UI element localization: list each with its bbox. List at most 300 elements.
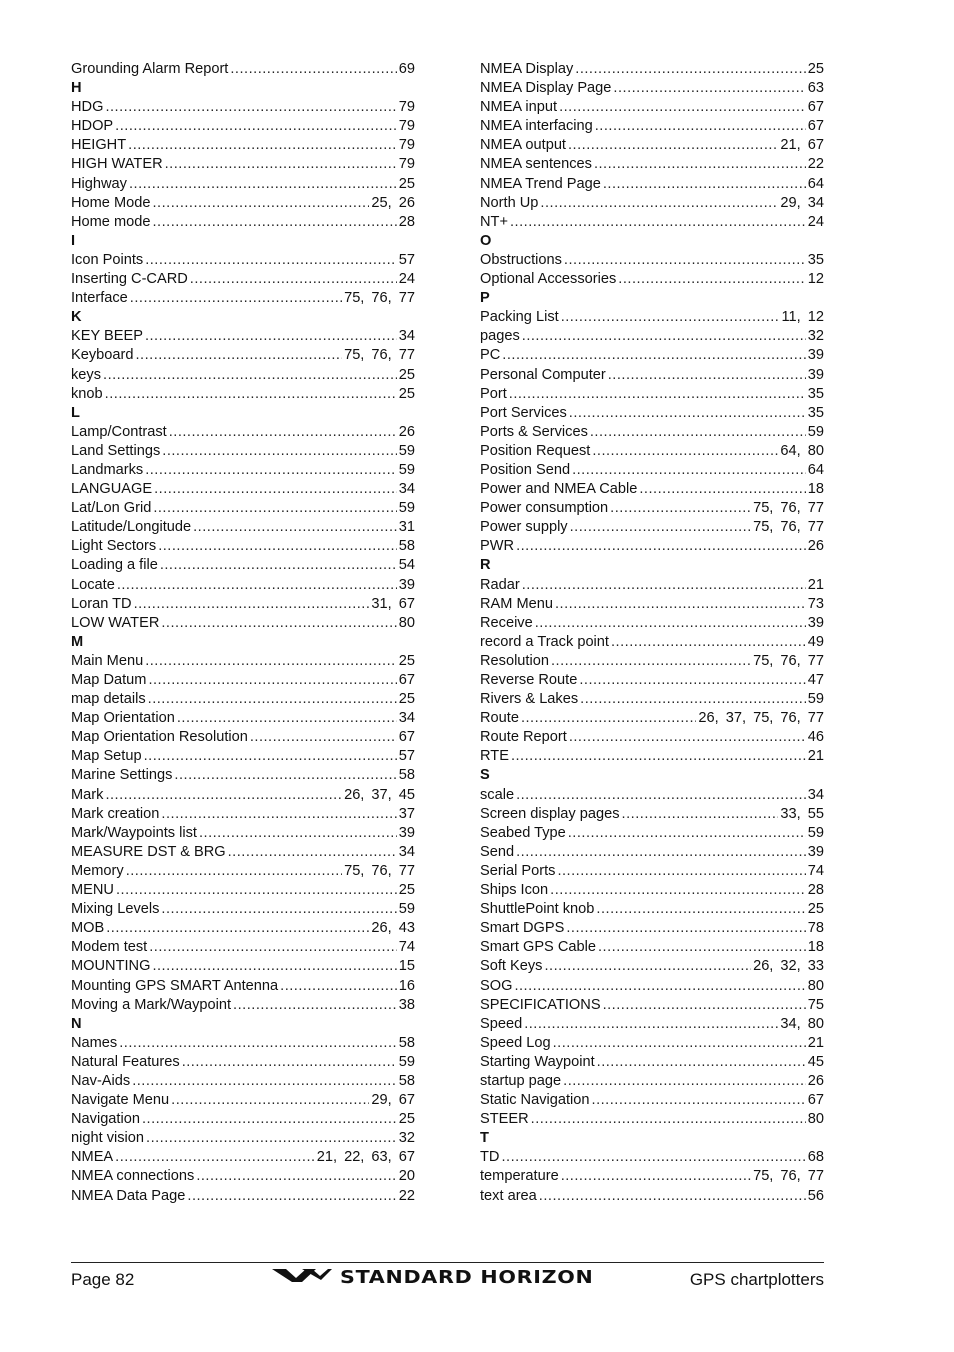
index-entry — [480, 79, 824, 98]
index-entry — [480, 213, 824, 232]
dot-leader — [153, 213, 397, 232]
dot-leader — [639, 480, 805, 499]
index-entry — [71, 938, 415, 957]
index-entry — [480, 136, 824, 155]
dot-leader — [590, 423, 806, 442]
index-letter-heading: S — [480, 767, 490, 784]
index-entry — [71, 805, 415, 824]
index-term: Optional Accessories — [480, 271, 617, 288]
index-entry — [480, 1072, 824, 1091]
index-page-numbers: 34 — [807, 786, 824, 803]
index-entry — [71, 957, 415, 976]
dot-leader — [569, 404, 806, 423]
index-entry — [480, 881, 824, 900]
index-term: HDG — [71, 99, 104, 116]
index-entry — [71, 977, 415, 996]
dot-leader — [540, 194, 778, 213]
index-page-numbers: 25 — [398, 1111, 415, 1128]
index-entry — [71, 1129, 415, 1148]
dot-leader — [158, 537, 397, 556]
index-term: Map Orientation — [71, 710, 175, 727]
index-entry — [480, 977, 824, 996]
index-entry — [71, 442, 415, 461]
dot-leader — [568, 824, 806, 843]
index-term: NMEA — [71, 1149, 114, 1166]
index-entry — [480, 194, 824, 213]
index-page-numbers: 59 — [807, 423, 824, 440]
index-page-numbers: 22 — [807, 156, 824, 173]
index-entry — [71, 117, 415, 136]
index-term: Reverse Route — [480, 672, 578, 688]
index-term: Starting Waypoint — [480, 1053, 595, 1070]
index-entry — [71, 346, 415, 365]
index-page-numbers: 22 — [398, 1187, 415, 1204]
index-page-numbers: 59 — [398, 901, 415, 918]
index-term: LANGUAGE — [71, 481, 153, 498]
index-term: SOG — [480, 977, 513, 994]
index-page-numbers: 63 — [807, 80, 824, 97]
index-term: map details — [71, 691, 146, 708]
index-term: Power supply — [480, 519, 568, 536]
index-entry — [71, 251, 415, 270]
index-page-numbers: 28 — [398, 213, 415, 230]
index-page-numbers: 21 — [807, 1034, 824, 1051]
index-page-numbers: 39 — [807, 347, 824, 364]
index-entry — [480, 1091, 824, 1110]
index-page-numbers: 79 — [398, 99, 415, 116]
index-entry — [71, 881, 415, 900]
dot-leader — [613, 79, 805, 98]
index-term: Modem test — [71, 939, 148, 956]
index-term: KEY BEEP — [71, 328, 143, 345]
index-term: Home mode — [71, 213, 151, 230]
index-term: Names — [71, 1034, 118, 1051]
dot-leader — [105, 98, 396, 117]
index-entry — [71, 690, 415, 709]
page-number: Page 82 — [71, 1270, 135, 1289]
index-term: ShuttlePoint knob — [480, 901, 595, 918]
index-page-numbers: 58 — [398, 1034, 415, 1051]
index-entry — [71, 786, 415, 805]
index-page-numbers: 25 — [398, 175, 415, 192]
dot-leader — [169, 423, 397, 442]
index-term: Static Navigation — [480, 1092, 590, 1109]
index-term: Interface — [71, 290, 128, 307]
index-letter-heading: K — [71, 309, 82, 326]
index-letter-heading: I — [71, 232, 76, 249]
index-page-numbers: 25, 26 — [371, 194, 415, 211]
index-term: MEASURE DST & BRG — [71, 843, 226, 860]
index-page-numbers: 67 — [807, 99, 824, 116]
index-term: MENU — [71, 882, 114, 899]
index-term: Grounding Alarm Report — [71, 61, 229, 77]
index-term: Screen display pages — [480, 805, 620, 822]
index-entry — [480, 480, 824, 499]
index-page-numbers: 47 — [807, 672, 824, 688]
dot-leader — [516, 537, 806, 556]
dot-leader — [610, 499, 751, 518]
index-term: Mark — [71, 786, 104, 803]
dot-leader — [115, 117, 397, 136]
dot-leader — [153, 499, 396, 518]
index-term: Power and NMEA Cable — [480, 481, 638, 498]
index-entry — [480, 576, 824, 595]
index-entry — [480, 442, 824, 461]
index-term: Soft Keys — [480, 958, 543, 975]
index-page-numbers: 25 — [807, 61, 824, 77]
index-entry — [480, 404, 824, 423]
index-entry — [480, 98, 824, 117]
index-entry — [480, 499, 824, 518]
index-term: Mark/Waypoints list — [71, 824, 197, 841]
dot-leader — [115, 1148, 315, 1167]
index-page-numbers: 32 — [398, 1130, 415, 1147]
index-term: NMEA Display Page — [480, 80, 612, 97]
dot-leader — [514, 977, 805, 996]
dot-leader — [544, 957, 751, 976]
dot-leader — [622, 805, 779, 824]
index-page-numbers: 16 — [398, 977, 415, 994]
index-entry — [71, 614, 415, 633]
index-entry — [71, 824, 415, 843]
index-page-numbers: 45 — [807, 1053, 824, 1070]
index-term: MOUNTING — [71, 958, 151, 975]
index-page-numbers: 26, 37, 45 — [344, 786, 415, 803]
dot-leader — [618, 270, 805, 289]
index-entry — [480, 633, 824, 652]
index-page-numbers: 26, 32, 33 — [753, 958, 824, 975]
index-entry — [71, 194, 415, 213]
dot-leader — [196, 1167, 396, 1186]
dot-leader — [250, 728, 397, 747]
dot-leader — [280, 977, 397, 996]
index-term: Loading a file — [71, 557, 158, 574]
index-term: HEIGHT — [71, 137, 127, 154]
index-page-numbers: 58 — [398, 1072, 415, 1089]
index-term: MOB — [71, 920, 105, 937]
index-page-numbers: 39 — [807, 614, 824, 631]
index-entry — [71, 98, 415, 117]
index-term: PWR — [480, 538, 515, 555]
brand-name: STANDARD HORIZON — [340, 1267, 594, 1288]
index-entry — [71, 900, 415, 919]
index-page-numbers: 34 — [398, 481, 415, 498]
dot-leader — [106, 919, 369, 938]
dot-leader — [130, 289, 342, 308]
index-entry — [71, 576, 415, 595]
index-term: Speed Log — [480, 1034, 551, 1051]
index-entry — [480, 461, 824, 480]
index-term: Seabed Type — [480, 824, 566, 841]
dot-leader — [516, 843, 806, 862]
index-term: NT+ — [480, 213, 508, 230]
dot-leader — [193, 518, 397, 537]
index-entry — [480, 957, 824, 976]
index-page-numbers: 80 — [807, 1111, 824, 1128]
index-page-numbers: 34 — [398, 328, 415, 345]
index-page-numbers: 75, 76, 77 — [753, 519, 824, 536]
dot-leader — [553, 1034, 806, 1053]
index-page-numbers: 15 — [398, 958, 415, 975]
index-entry — [71, 996, 415, 1015]
dot-leader — [539, 1187, 806, 1206]
index-page-numbers: 24 — [807, 213, 824, 230]
dot-leader — [511, 747, 806, 766]
index-term: Nav-Aids — [71, 1072, 131, 1089]
dot-leader — [154, 480, 397, 499]
index-page-numbers: 75, 76, 77 — [753, 652, 824, 669]
index-page-numbers: 39 — [398, 824, 415, 841]
dot-leader — [117, 576, 397, 595]
dot-leader — [568, 136, 778, 155]
index-page-numbers: 80 — [807, 977, 824, 994]
index-page-numbers: 25 — [398, 385, 415, 402]
index-page-numbers: 31, 67 — [371, 595, 415, 612]
index-term: Memory — [71, 862, 124, 879]
index-page-numbers: 74 — [398, 939, 415, 956]
index-entry — [480, 1167, 824, 1186]
dot-leader — [146, 1129, 397, 1148]
index-term: Map Orientation Resolution — [71, 729, 248, 746]
index-page-numbers: 38 — [398, 996, 415, 1013]
dot-leader — [531, 1110, 806, 1129]
dot-leader — [145, 251, 397, 270]
index-page-numbers: 75, 76, 77 — [344, 862, 415, 879]
index-term: Lat/Lon Grid — [71, 500, 152, 517]
index-entry — [480, 900, 824, 919]
dot-leader — [161, 614, 396, 633]
index-term: pages — [480, 328, 520, 345]
index-entry — [480, 327, 824, 346]
dot-leader — [199, 824, 397, 843]
index-entry — [71, 518, 415, 537]
index-entry — [71, 1187, 415, 1206]
index-page-numbers: 64 — [807, 175, 824, 192]
index-page-numbers: 79 — [398, 156, 415, 173]
dot-leader — [128, 136, 397, 155]
index-page-numbers: 29, 34 — [780, 194, 824, 211]
index-page-numbers: 75, 76, 77 — [344, 347, 415, 364]
index-entry — [71, 1053, 415, 1072]
dot-leader — [116, 881, 397, 900]
index-term: record a Track point — [480, 633, 609, 650]
index-term: Resolution — [480, 652, 549, 669]
dot-leader — [551, 652, 751, 671]
index-page-numbers: 29, 67 — [371, 1092, 415, 1109]
index-term: NMEA Display — [480, 61, 574, 77]
dot-leader — [522, 576, 806, 595]
index-entry — [71, 175, 415, 194]
index-page-numbers: 75, 76, 77 — [344, 290, 415, 307]
index-term: Route Report — [480, 729, 567, 746]
index-term: night vision — [71, 1130, 145, 1147]
dot-leader — [153, 194, 370, 213]
index-term: LOW WATER — [71, 614, 160, 631]
dot-leader — [579, 671, 805, 690]
footer-divider — [71, 1262, 824, 1263]
dot-leader — [509, 385, 806, 404]
index-entry — [480, 595, 824, 614]
index-entry — [71, 1167, 415, 1186]
index-entry — [480, 709, 824, 728]
index-entry — [480, 518, 824, 537]
index-term: Land Settings — [71, 442, 161, 459]
index-term: Smart GPS Cable — [480, 939, 596, 956]
index-entry — [480, 938, 824, 957]
index-entry — [480, 346, 824, 365]
index-entry — [71, 1072, 415, 1091]
index-entry — [480, 824, 824, 843]
index-term: Main Menu — [71, 652, 144, 669]
index-entry — [71, 1110, 415, 1129]
dot-leader — [177, 709, 397, 728]
index-page-numbers: 79 — [398, 137, 415, 154]
index-entry — [71, 136, 415, 155]
index-term: HIGH WATER — [71, 156, 163, 173]
index-entry — [480, 747, 824, 766]
index-page-numbers: 34 — [398, 843, 415, 860]
index-entry — [480, 423, 824, 442]
index-page-numbers: 26 — [398, 423, 415, 440]
index-term: Navigate Menu — [71, 1092, 170, 1109]
index-page-numbers: 18 — [807, 481, 824, 498]
index-page-numbers: 21, 22, 63, 67 — [316, 1149, 415, 1166]
index-term: STEER — [480, 1111, 529, 1128]
index-term: Power consumption — [480, 500, 609, 517]
index-term: North Up — [480, 194, 539, 211]
index-term: keys — [71, 366, 102, 383]
index-term: NMEA sentences — [480, 156, 592, 173]
dot-leader — [521, 709, 696, 728]
dot-leader — [510, 213, 806, 232]
index-entry — [480, 270, 824, 289]
index-column-right — [480, 60, 824, 1206]
dot-leader — [557, 862, 805, 881]
index-page-numbers: 59 — [807, 824, 824, 841]
index-page-numbers: 73 — [807, 595, 824, 612]
dot-leader — [148, 671, 396, 690]
index-page-numbers: 21 — [807, 576, 824, 593]
index-page-numbers: 39 — [807, 843, 824, 860]
dot-leader — [550, 881, 806, 900]
index-column-left — [71, 60, 415, 1206]
index-letter-heading: T — [480, 1130, 489, 1147]
index-term: Speed — [480, 1015, 523, 1032]
dot-leader — [563, 1072, 806, 1091]
dot-leader — [162, 442, 397, 461]
dot-leader — [228, 843, 397, 862]
index-page-numbers: 35 — [807, 251, 824, 268]
index-entry — [71, 60, 415, 79]
index-entry — [71, 423, 415, 442]
dot-leader — [152, 957, 396, 976]
index-page-numbers: 59 — [398, 500, 415, 517]
index-term: NMEA interfacing — [480, 118, 593, 135]
index-entry — [480, 862, 824, 881]
index-page-numbers: 57 — [398, 748, 415, 765]
index-term: Ships Icon — [480, 882, 549, 899]
index-page-numbers: 75 — [807, 996, 824, 1013]
index-term: HDOP — [71, 118, 114, 135]
dot-leader — [126, 862, 342, 881]
index-entry — [71, 1034, 415, 1053]
index-page-numbers: 58 — [398, 767, 415, 784]
dot-leader — [501, 1148, 805, 1167]
dot-leader — [603, 175, 806, 194]
index-term: Latitude/Longitude — [71, 519, 192, 536]
index-entry — [71, 766, 415, 785]
dot-leader — [165, 155, 397, 174]
dot-leader — [608, 366, 806, 385]
dot-leader — [142, 1110, 397, 1129]
index-page-numbers: 25 — [398, 691, 415, 708]
dot-leader — [595, 117, 806, 136]
index-entry — [71, 1091, 415, 1110]
index-page-numbers: 79 — [398, 118, 415, 135]
dot-leader — [145, 652, 397, 671]
dot-leader — [524, 1015, 778, 1034]
index-page-numbers: 69 — [398, 61, 415, 77]
index-term: Highway — [71, 175, 127, 192]
index-term: startup page — [480, 1072, 562, 1089]
index-term: Home Mode — [71, 194, 151, 211]
index-entry — [71, 385, 415, 404]
index-page-numbers: 21, 67 — [780, 137, 824, 154]
index-term: Loran TD — [71, 595, 132, 612]
dot-leader — [580, 690, 806, 709]
dot-leader — [145, 327, 397, 346]
index-entry — [71, 652, 415, 671]
standard-horizon-logo-icon — [272, 1266, 332, 1289]
index-page-numbers: 33, 55 — [780, 805, 824, 822]
index-page-numbers: 59 — [398, 1053, 415, 1070]
index-page-numbers: 32 — [807, 328, 824, 345]
index-term: Packing List — [480, 309, 559, 326]
index-term: NMEA input — [480, 99, 558, 116]
index-term: Rivers & Lakes — [480, 691, 579, 708]
index-page-numbers: 46 — [807, 729, 824, 746]
index-letter-heading: L — [71, 404, 80, 421]
index-term: SPECIFICATIONS — [480, 996, 601, 1013]
index-page-numbers: 26 — [807, 1072, 824, 1089]
dot-leader — [570, 518, 751, 537]
index-letter-heading: N — [71, 1015, 82, 1032]
dot-leader — [134, 595, 370, 614]
index-page-numbers: 59 — [398, 461, 415, 478]
dot-leader — [555, 595, 806, 614]
index-term: Receive — [480, 614, 533, 631]
index-letter-heading: O — [480, 232, 492, 249]
index-page-numbers: 59 — [807, 691, 824, 708]
index-entry — [71, 213, 415, 232]
dot-leader — [160, 556, 397, 575]
dot-leader — [572, 461, 806, 480]
index-page-numbers: 26, 37, 75, 76, 77 — [698, 710, 824, 727]
index-entry — [71, 747, 415, 766]
index-page-numbers: 67 — [398, 672, 415, 688]
index-entry — [480, 60, 824, 79]
index-term: Inserting C-CARD — [71, 271, 188, 288]
index-entry — [480, 652, 824, 671]
index-entry — [71, 461, 415, 480]
index-page-numbers: 25 — [807, 901, 824, 918]
dot-leader — [187, 1187, 396, 1206]
dot-leader — [559, 98, 806, 117]
index-letter-heading: H — [71, 80, 82, 97]
index-letter-heading: M — [71, 633, 84, 650]
dot-leader — [611, 633, 806, 652]
dot-leader — [119, 1034, 397, 1053]
